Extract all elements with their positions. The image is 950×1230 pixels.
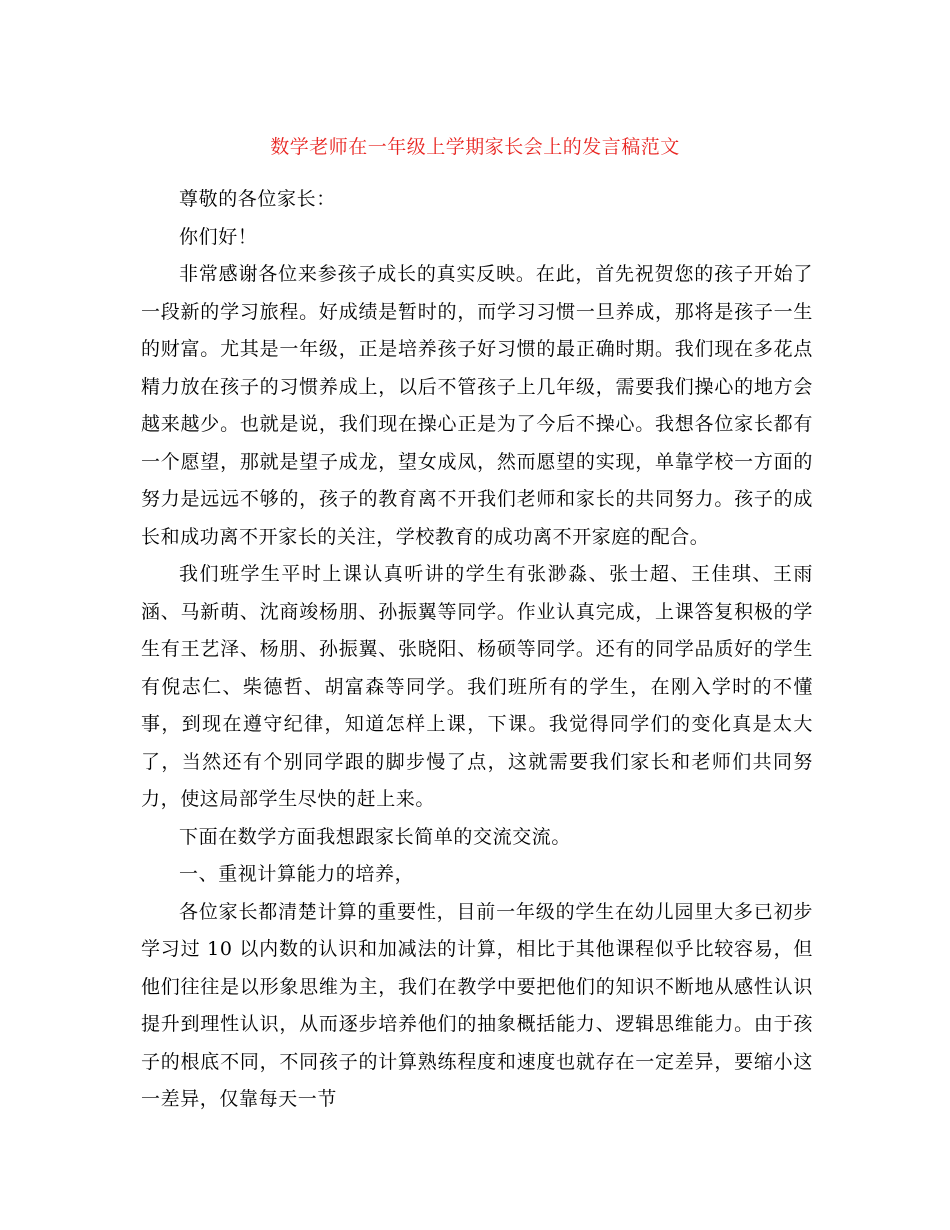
document-title: 数学老师在一年级上学期家长会上的发言稿范文	[270, 136, 680, 158]
paragraph-math-intro: 下面在数学方面我想跟家长简单的交流交流。	[179, 825, 572, 848]
document-body	[141, 181, 813, 1119]
paragraph-students: 我们班学生平时上课认真听讲的学生有张渺淼、张士超、王佳琪、王雨涵、马新萌、沈商竣杨朋、孙振翼等同学。作业认真完成，上课答复积极的学生有王艺泽、杨朋、孙振翼、张晓阳、杨硕等同学。还有的同学品质好的学生有倪志仁、柴德哲、胡富森等同学。我们班所有的学生，在刚入学时的不懂事，到现在遵守纪律，知道怎样上课，下课。我觉得同学们的变化真是太大了，当然还有个别同学跟的脚步慢了点，这就需要我们家长和老师们共同努力，使这局部学生尽快的赶上来。	[141, 563, 813, 810]
salutation: 尊敬的各位家长：	[179, 188, 336, 210]
section-heading-calculation: 一、重视计算能力的培养，	[179, 863, 415, 885]
greeting: 你们好！	[179, 225, 258, 248]
paragraph-thanks: 非常感谢各位来参孩子成长的真实反映。在此，首先祝贺您的孩子开始了一段新的学习旅程。好成绩是暂时的，而学习习惯一旦养成，那将是孩子一生的财富。尤其是一年级，正是培养孩子好习惯的最正确时期。我们现在多花点精力放在孩子的习惯养成上，以后不管孩子上几年级，需要我们操心的地方会越来越少。也就是说，我们现在操心正是为了今后不操心。我想各位家长都有一个愿望，那就是望子成龙，望女成凤，然而愿望的实现，单靠学校一方面的努力是远远不够的，孩子的教育离不开我们老师和家长的共同努力。孩子的成长和成功离不开家长的关注，学校教育的成功离不开家庭的配合。	[141, 263, 813, 548]
paragraph-calculation: 各位家长都清楚计算的重要性，目前一年级的学生在幼儿园里大多已初步学习过 10 以内数的认识和加减法的计算，相比于其他课程似乎比较容易，但他们往往是以形象思维为主，我们在教学中要把他们的知识不断地从感性认识提升到理性认识，从而逐步培养他们的抽象概括能力、逻辑思维能力。由于孩子的根底不同，不同孩子的计算熟练程度和速度也就存在一定差异，要缩小这一差异，仅靠每天一节	[141, 900, 813, 1110]
